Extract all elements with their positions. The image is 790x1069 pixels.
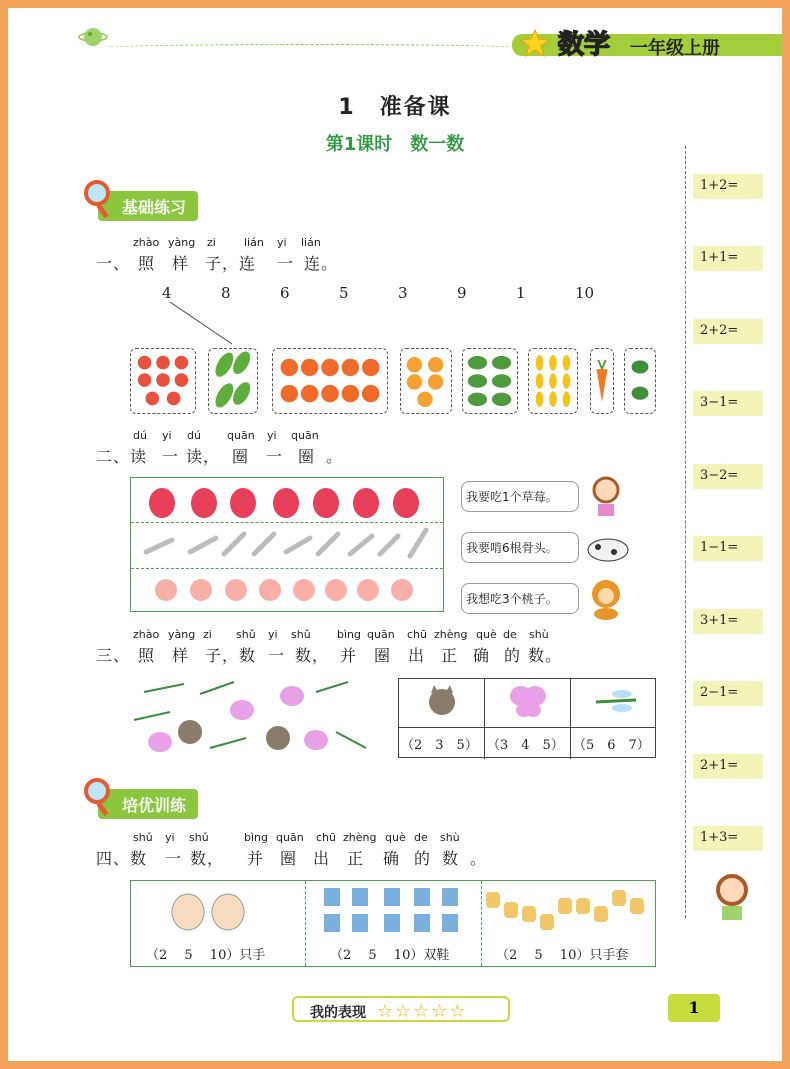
pinyin: zhào	[133, 628, 160, 641]
count-number[interactable]: 5	[339, 284, 349, 302]
question-text: 确	[383, 849, 401, 868]
question-text: 一	[277, 254, 295, 273]
cabbage-box[interactable]	[624, 348, 656, 414]
grade-label: 一年级上册	[630, 38, 720, 59]
subject-title: 数学	[558, 30, 611, 60]
count-answer[interactable]: （2 3 5）	[401, 738, 478, 753]
page-title: 1 准备课	[338, 95, 452, 120]
lesson-subtitle: 第1课时 数一数	[325, 134, 465, 155]
pinyin: shǔ	[291, 628, 311, 641]
question-text: 四、数	[96, 849, 148, 868]
pinyin: quān	[367, 628, 395, 641]
question-text: 一	[162, 447, 180, 466]
peach-row[interactable]	[140, 572, 436, 608]
pea-pod-box[interactable]	[208, 348, 258, 414]
pinyin: de	[503, 628, 517, 641]
question-text: 一	[165, 849, 183, 868]
sidebar-equation[interactable]: 3−2=	[693, 464, 763, 489]
speech-bubble: 我要吃1个草莓。	[461, 481, 579, 512]
rating-stars[interactable]: ☆☆☆☆☆	[376, 1001, 468, 1022]
bone-row[interactable]	[140, 526, 436, 564]
pinyin: dú	[187, 429, 201, 442]
count-answer[interactable]: （5 6 7）	[573, 738, 650, 753]
pinyin: zhèng	[434, 628, 468, 641]
sidebar-equation[interactable]: 1−1=	[693, 536, 763, 561]
girl-mascot-icon	[704, 870, 760, 922]
question-text: 一、	[96, 254, 131, 273]
question-text: 读，	[186, 447, 221, 466]
count-answer[interactable]: （2 5 10）只手	[146, 948, 266, 963]
pinyin: yi	[268, 628, 278, 641]
question-text: 数。	[528, 646, 563, 665]
question-text: 。	[470, 849, 488, 868]
sidebar-equation[interactable]: 3−1=	[693, 391, 763, 416]
question-text: 并	[247, 849, 265, 868]
pinyin: yi	[162, 429, 172, 442]
melon-box[interactable]	[462, 348, 518, 414]
pinyin: shù	[440, 831, 460, 844]
sidebar-equation[interactable]: 1+1=	[693, 246, 763, 271]
question-text: 圈	[280, 849, 298, 868]
section-badge-basic: 基础练习	[98, 191, 198, 221]
pinyin: què	[476, 628, 497, 641]
question-text: 一	[268, 646, 286, 665]
pinyin: yàng	[168, 236, 196, 249]
pinyin: dú	[133, 429, 147, 442]
carrot-box[interactable]	[590, 348, 614, 414]
question-text: 数	[442, 849, 460, 868]
pinyin: chū	[316, 831, 336, 844]
cat-icon	[424, 684, 460, 722]
question-text: 数，	[295, 646, 330, 665]
animal-scene	[130, 674, 378, 762]
question-text: 子，连	[205, 254, 257, 273]
sidebar-equation[interactable]: 2+1=	[693, 754, 763, 779]
dog-icon	[584, 530, 632, 566]
shoes-icon	[318, 884, 470, 936]
question-text: 照	[138, 646, 156, 665]
pinyin: lián	[244, 236, 264, 249]
count-number[interactable]: 3	[398, 284, 408, 302]
question-text: 。	[326, 447, 344, 466]
question-text: 样	[172, 254, 190, 273]
pinyin: shǔ	[133, 831, 153, 844]
question-text: 三、	[96, 646, 131, 665]
question-text: 二、读	[96, 447, 148, 466]
tomato-box[interactable]	[130, 348, 196, 414]
header-dashed-line	[96, 44, 526, 52]
magnifier-icon	[84, 180, 110, 206]
question-text: 圈	[232, 447, 250, 466]
sidebar-divider	[685, 146, 686, 918]
count-number[interactable]: 4	[162, 284, 172, 302]
performance-box	[292, 996, 510, 1022]
pinyin: quān	[291, 429, 319, 442]
pinyin: yi	[267, 429, 277, 442]
question-text: 并	[340, 646, 358, 665]
pinyin: lián	[301, 236, 321, 249]
corn-box[interactable]	[528, 348, 578, 414]
question-text: 子，数	[205, 646, 257, 665]
dragonfly-icon	[592, 686, 640, 714]
count-number[interactable]: 9	[457, 284, 467, 302]
pinyin: zi	[203, 628, 212, 641]
sidebar-equation[interactable]: 1+2=	[693, 174, 763, 199]
question-text: 数，	[190, 849, 225, 868]
speech-bubble: 我要啃6根骨头。	[461, 532, 579, 563]
pinyin: bìng	[337, 628, 361, 641]
sidebar-equation[interactable]: 2+2=	[693, 319, 763, 344]
sidebar-equation[interactable]: 1+3=	[693, 826, 763, 851]
girl-icon	[586, 474, 626, 518]
magnifier-icon	[84, 778, 110, 804]
page-number: 1	[668, 994, 720, 1022]
persimmon-box[interactable]	[272, 348, 388, 414]
question-text: 的	[414, 849, 432, 868]
count-number[interactable]: 6	[280, 284, 290, 302]
question-text: 出	[408, 646, 426, 665]
question-text: 正	[347, 849, 365, 868]
performance-label: 我的表现	[310, 1005, 366, 1021]
question-text: 样	[172, 646, 190, 665]
pinyin: zhèng	[343, 831, 377, 844]
gloves-icon	[482, 884, 652, 936]
question-text: 连。	[304, 254, 339, 273]
pinyin: yi	[165, 831, 175, 844]
star-icon	[520, 28, 550, 58]
pinyin: yàng	[168, 628, 196, 641]
butterfly-icon	[508, 682, 548, 720]
hands-icon	[168, 886, 250, 934]
pinyin: zhào	[133, 236, 160, 249]
question-text: 照	[138, 254, 156, 273]
question-text: 出	[313, 849, 331, 868]
question-text: 正	[441, 646, 459, 665]
pinyin: shǔ	[236, 628, 256, 641]
pinyin: shǔ	[189, 831, 209, 844]
strawberry-row[interactable]	[140, 482, 436, 520]
pinyin: què	[385, 831, 406, 844]
pinyin: bìng	[244, 831, 268, 844]
section-badge-advanced: 培优训练	[98, 789, 198, 819]
question-text: 一	[266, 447, 284, 466]
question-text: 圈	[298, 447, 316, 466]
pinyin: chū	[407, 628, 427, 641]
pinyin: quān	[227, 429, 255, 442]
question-text: 的	[504, 646, 522, 665]
count-answer[interactable]: （2 5 10）只手套	[496, 948, 629, 963]
count-number[interactable]: 8	[221, 284, 231, 302]
count-answer[interactable]: （3 4 5）	[487, 738, 564, 753]
pinyin: de	[414, 831, 428, 844]
monkey-icon	[584, 576, 630, 620]
sidebar-equation[interactable]: 3+1=	[693, 609, 763, 634]
pinyin: shù	[529, 628, 549, 641]
pumpkin-box[interactable]	[400, 348, 452, 414]
count-answer[interactable]: （2 5 10）双鞋	[330, 948, 450, 963]
question-text: 圈	[374, 646, 392, 665]
pinyin: yi	[277, 236, 287, 249]
sidebar-equation[interactable]: 2−1=	[693, 681, 763, 706]
speech-bubble: 我想吃3个桃子。	[461, 583, 579, 614]
pinyin: quān	[276, 831, 304, 844]
count-number[interactable]: 1	[516, 284, 526, 302]
count-number[interactable]: 10	[575, 284, 595, 302]
pinyin: zi	[207, 236, 216, 249]
question-text: 确	[473, 646, 491, 665]
